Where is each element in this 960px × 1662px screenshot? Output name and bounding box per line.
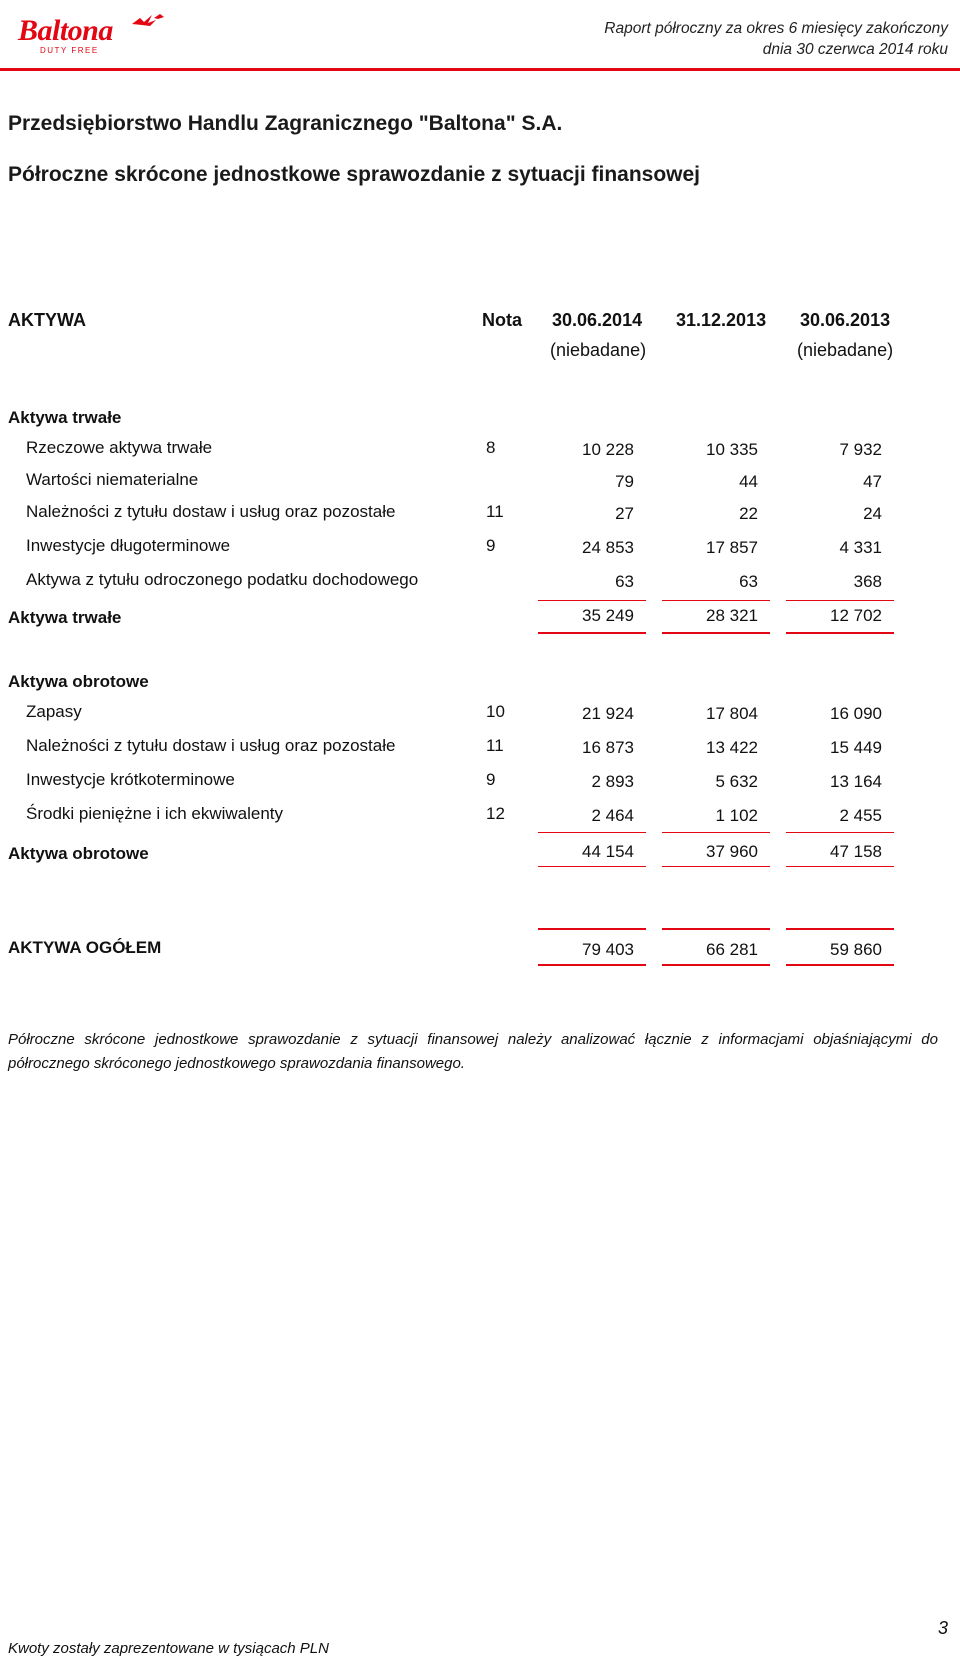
table-row-value-col3: 7 932 xyxy=(839,440,882,459)
grand-total-label: AKTYWA OGÓŁEM xyxy=(8,938,162,957)
table-row-value-col2: 17 804 xyxy=(706,704,758,723)
total-rule xyxy=(538,632,646,634)
column-subheader-unaudited-1: (niebadane) xyxy=(550,340,647,360)
table-row-value-col3: 24 xyxy=(863,504,882,523)
column-header-2014-06: 30.06.2014 xyxy=(552,310,643,330)
bird-logo-icon xyxy=(130,12,166,32)
column-header-assets: AKTYWA xyxy=(8,310,86,330)
statement-footnote: Półroczne skrócone jednostkowe sprawozdanie z sytuacji finansowej należy analizować łącznie z informacjami objaśniającymi do półrocznego skróconego jednostkowego sprawozdania finansowego. xyxy=(8,1031,938,1072)
table-row-value-col2: 13 422 xyxy=(706,738,758,757)
grand-total-rule-bottom xyxy=(538,964,646,966)
current-assets-total-label: Aktywa obrotowe xyxy=(8,844,149,863)
table-row-value-col3: 13 164 xyxy=(830,772,882,791)
table-row-note: 9 xyxy=(486,770,496,789)
report-period-line2: dnia 30 czerwca 2014 roku xyxy=(762,41,948,58)
table-row-value-col3: 4 331 xyxy=(839,538,882,557)
table-row-label: Wartości niematerialne xyxy=(26,470,199,489)
table-row-label: Zapasy xyxy=(26,702,82,721)
table-row-note: 9 xyxy=(486,536,496,555)
table-row-value-col3: 15 449 xyxy=(830,738,882,757)
subtotal-rule xyxy=(786,832,894,833)
report-period xyxy=(604,18,948,60)
table-row-label: Należności z tytułu dostaw i usług oraz pozostałe xyxy=(26,502,396,521)
grand-total-rule-bottom xyxy=(662,964,770,966)
table-row-value-col1: 2 464 xyxy=(591,806,634,825)
table-row-value-col1: 24 853 xyxy=(582,538,634,557)
section-header-fixed-assets: Aktywa trwałe xyxy=(8,408,122,427)
table-row-value-col1: 27 xyxy=(615,504,634,523)
grand-total-rule-top xyxy=(662,928,770,930)
table-row-label: Rzeczowe aktywa trwałe xyxy=(26,438,213,457)
report-period-line1: Raport półroczny za okres 6 miesięcy zakończony xyxy=(604,20,948,37)
total-rule xyxy=(786,866,894,867)
grand-total-v3: 59 860 xyxy=(830,940,882,959)
table-row-label: Należności z tytułu dostaw i usług oraz pozostałe xyxy=(26,736,396,755)
column-header-2013-12: 31.12.2013 xyxy=(676,310,767,330)
table-row-value-col2: 17 857 xyxy=(706,538,758,557)
table-row-value-col3: 2 455 xyxy=(839,806,882,825)
subtotal-rule xyxy=(662,832,770,833)
table-row-note: 11 xyxy=(486,736,504,755)
currency-note: Kwoty zostały zaprezentowane w tysiącach PLN xyxy=(8,1640,329,1657)
table-row-value-col1: 16 873 xyxy=(582,738,634,757)
table-row-note: 10 xyxy=(486,702,505,721)
total-rule xyxy=(662,866,770,867)
subtotal-rule xyxy=(538,600,646,601)
table-row-value-col2: 1 102 xyxy=(715,806,758,825)
grand-total-v1: 79 403 xyxy=(582,940,634,959)
subtotal-rule xyxy=(538,832,646,833)
table-row-value-col1: 2 893 xyxy=(591,772,634,791)
table-row-value-col2: 44 xyxy=(739,472,758,491)
header-divider xyxy=(0,68,960,71)
table-row-note: 11 xyxy=(486,502,504,521)
table-row-label: Środki pieniężne i ich ekwiwalenty xyxy=(26,804,284,823)
table-row-note: 8 xyxy=(486,438,496,457)
current-assets-total-v1: 44 154 xyxy=(582,842,634,861)
column-header-note: Nota xyxy=(482,310,522,330)
fixed-assets-total-label: Aktywa trwałe xyxy=(8,608,122,627)
table-row-note: 12 xyxy=(486,804,505,823)
column-header-2013-06: 30.06.2013 xyxy=(800,310,891,330)
total-rule xyxy=(786,632,894,634)
fixed-assets-total-v3: 12 702 xyxy=(830,606,882,625)
subtotal-rule xyxy=(786,600,894,601)
grand-total-rule-top xyxy=(786,928,894,930)
table-row-value-col2: 10 335 xyxy=(706,440,758,459)
section-header-current-assets: Aktywa obrotowe xyxy=(8,672,149,691)
logo-tagline: DUTY FREE xyxy=(40,46,99,55)
grand-total-rule-top xyxy=(538,928,646,930)
total-rule xyxy=(538,866,646,867)
table-row-label: Inwestycje długoterminowe xyxy=(26,536,231,555)
table-row-value-col1: 21 924 xyxy=(582,704,634,723)
page-number: 3 xyxy=(937,1618,948,1638)
table-row-value-col3: 16 090 xyxy=(830,704,882,723)
total-rule xyxy=(662,632,770,634)
grand-total-rule-bottom xyxy=(786,964,894,966)
subtotal-rule xyxy=(662,600,770,601)
grand-total-v2: 66 281 xyxy=(706,940,758,959)
table-row-value-col1: 63 xyxy=(615,572,634,591)
column-subheader-unaudited-3: (niebadane) xyxy=(797,340,894,360)
current-assets-total-v2: 37 960 xyxy=(706,842,758,861)
statement-title: Półroczne skrócone jednostkowe sprawozdanie z sytuacji finansowej xyxy=(8,163,701,186)
fixed-assets-total-v2: 28 321 xyxy=(706,606,758,625)
current-assets-total-v3: 47 158 xyxy=(830,842,882,861)
table-row-value-col3: 368 xyxy=(853,572,882,591)
table-row-value-col2: 22 xyxy=(739,504,758,523)
table-row-value-col1: 10 228 xyxy=(582,440,634,459)
table-row-value-col3: 47 xyxy=(863,472,882,491)
table-row-value-col1: 79 xyxy=(615,472,634,491)
company-name: Przedsiębiorstwo Handlu Zagranicznego "Baltona" S.A. xyxy=(8,112,563,135)
logo-wordmark: Baltona xyxy=(18,14,113,47)
table-row-value-col2: 63 xyxy=(739,572,758,591)
fixed-assets-total-v1: 35 249 xyxy=(582,606,634,625)
table-row-value-col2: 5 632 xyxy=(715,772,758,791)
table-row-label: Inwestycje krótkoterminowe xyxy=(26,770,235,789)
table-row-label: Aktywa z tytułu odroczonego podatku dochodowego xyxy=(26,570,419,589)
